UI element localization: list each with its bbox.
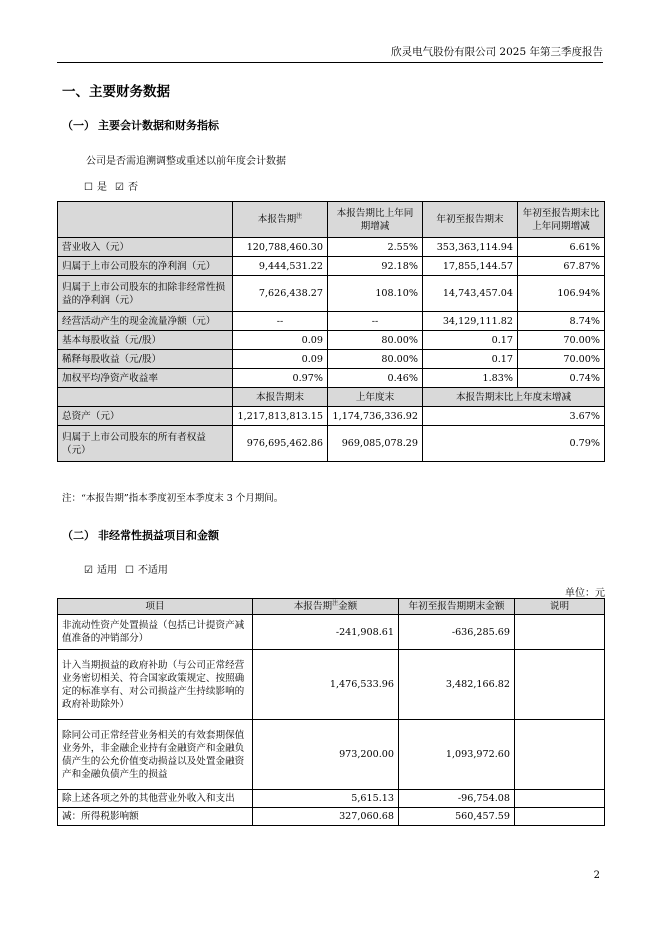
- table-cell: 353,363,114.94: [423, 238, 518, 257]
- footnote-marker: 注: [332, 599, 339, 607]
- table-cell: 8.74%: [518, 312, 605, 331]
- table-cell: 0.17: [423, 350, 518, 369]
- table-cell: [515, 790, 605, 808]
- table-cell: 9,444,531.22: [233, 257, 328, 276]
- table-cell: --: [233, 312, 328, 331]
- table-cell: -636,285.69: [399, 615, 515, 650]
- table-cell: --: [328, 312, 423, 331]
- table-cell: 108.10%: [328, 276, 423, 312]
- row-label: 归属于上市公司股东的净利润（元）: [58, 257, 233, 276]
- table-cell: 5,615.13: [253, 790, 399, 808]
- table-cell: 1.83%: [423, 369, 518, 388]
- table-row: [58, 350, 605, 369]
- table-cell: 6.61%: [518, 238, 605, 257]
- subsection-number: （二）: [62, 529, 95, 542]
- table-cell: 976,695,462.86: [233, 426, 328, 462]
- header-cell: 年初至报告期末: [423, 202, 518, 238]
- row-label: 经营活动产生的现金流量净额（元）: [58, 312, 233, 331]
- row-label: 非流动性资产处置损益（包括已计提资产减值准备的冲销部分）: [58, 615, 253, 650]
- table-row: [58, 808, 605, 826]
- row-label: 营业收入（元）: [58, 238, 233, 257]
- subsection-title-2: [62, 527, 219, 543]
- header-cell: 上年度末: [328, 388, 423, 407]
- table-cell: 70.00%: [518, 350, 605, 369]
- table-cell: 1,476,533.96: [253, 650, 399, 720]
- table-header-row: [58, 202, 605, 238]
- table-row: [58, 312, 605, 331]
- table-cell: 0.79%: [423, 426, 605, 462]
- table-cell: [515, 808, 605, 826]
- table-cell: 17,855,144.57: [423, 257, 518, 276]
- option-not-applicable-label: 不适用: [137, 565, 168, 576]
- row-label: 总资产（元）: [58, 407, 233, 426]
- table-cell: 969,085,078.29: [328, 426, 423, 462]
- table-cell: 0.17: [423, 331, 518, 350]
- table-cell: 2.55%: [328, 238, 423, 257]
- header-cell: [58, 202, 233, 238]
- row-label: 除上述各项之外的其他营业外收入和支出: [58, 790, 253, 808]
- table-cell: 327,060.68: [253, 808, 399, 826]
- table-cell: [515, 720, 605, 790]
- table-cell: 80.00%: [328, 331, 423, 350]
- table-cell: 1,217,813,813.15: [233, 407, 328, 426]
- checkbox-unchecked-icon: ☐: [124, 565, 134, 576]
- table-row: [58, 238, 605, 257]
- table-cell: 973,200.00: [253, 720, 399, 790]
- header-cell: 本报告期末: [233, 388, 328, 407]
- table-cell: 1,093,972.60: [399, 720, 515, 790]
- header-cell: 本报告期$^注$: [233, 202, 328, 238]
- applicable-options: [84, 561, 172, 576]
- header-cell: 说明: [515, 599, 605, 615]
- checkbox-unchecked-icon: ☐: [84, 182, 93, 193]
- header-cell: 本报告期比上年同期增减: [328, 202, 423, 238]
- retro-options: [84, 178, 142, 193]
- subsection-label: 非经常性损益项目和金额: [98, 529, 219, 542]
- non-recurring-items-table: [57, 598, 605, 826]
- table-row: [58, 426, 605, 462]
- table-cell: 3,482,166.82: [399, 650, 515, 720]
- row-label: 计入当期损益的政府补助（与公司正常经营业务密切相关、符合国家政策规定、按照确定的标准享有、对公司损益产生持续影响的政府补助除外）: [58, 650, 253, 720]
- table-cell: 106.94%: [518, 276, 605, 312]
- table-cell: [515, 650, 605, 720]
- table-row: [58, 407, 605, 426]
- subsection-title-1: [62, 117, 219, 133]
- footnote: 注：“本报告期”指本季度初至本季度末 3 个月期间。: [62, 493, 284, 504]
- table-row: [58, 331, 605, 350]
- option-yes-label: 是: [96, 182, 107, 193]
- header-cell: 本报告期$^注$金额: [253, 599, 399, 615]
- row-label: 稀释每股收益（元/股）: [58, 350, 233, 369]
- table-row: [58, 790, 605, 808]
- table-cell: 0.09: [233, 350, 328, 369]
- table-cell: 1,174,736,336.92: [328, 407, 423, 426]
- option-applicable-label: 适用: [96, 565, 117, 576]
- checkbox-checked-icon: ☑: [114, 182, 124, 193]
- table-cell: 560,457.59: [399, 808, 515, 826]
- table-cell: 7,626,438.27: [233, 276, 328, 312]
- table-row: [58, 720, 605, 790]
- header-cell: 项目: [58, 599, 253, 615]
- table-row: [58, 257, 605, 276]
- header-divider: [57, 62, 603, 63]
- subsection-number: （一）: [62, 119, 95, 132]
- checkbox-checked-icon: ☑: [84, 565, 93, 576]
- unit-label: 单位：元: [565, 588, 605, 599]
- row-label: 除同公司正常经营业务相关的有效套期保值业务外，非金融企业持有金融资产和金融负债产生的公允价值变动损益以及处置金融资产和金融负债产生的损益: [58, 720, 253, 790]
- header-cell: [58, 388, 233, 407]
- table-row: [58, 650, 605, 720]
- table-cell: -96,754.08: [399, 790, 515, 808]
- row-label: 归属于上市公司股东的所有者权益（元）: [58, 426, 233, 462]
- subsection-label: 主要会计数据和财务指标: [98, 119, 219, 132]
- table-row: [58, 369, 605, 388]
- table-cell: -241,908.61: [253, 615, 399, 650]
- table-cell: 120,788,460.30: [233, 238, 328, 257]
- table-cell: 0.09: [233, 331, 328, 350]
- table-header-row: [58, 388, 605, 407]
- financial-data-table: [57, 201, 605, 462]
- table-cell: 80.00%: [328, 350, 423, 369]
- page-number: 2: [593, 870, 600, 881]
- page-header: 欣灵电气股份有限公司 2025 年第三季度报告: [391, 46, 603, 58]
- table-cell: [515, 615, 605, 650]
- header-cell: 年初至报告期期末金额: [399, 599, 515, 615]
- table-cell: 34,129,111.82: [423, 312, 518, 331]
- header-cell: 本报告期末比上年度末增减: [423, 388, 605, 407]
- retro-question: 公司是否需追溯调整或重述以前年度会计数据: [86, 156, 286, 167]
- row-label: 加权平均净资产收益率: [58, 369, 233, 388]
- section-title: 一、主要财务数据: [62, 84, 170, 100]
- row-label: 减：所得税影响额: [58, 808, 253, 826]
- row-label: 基本每股收益（元/股）: [58, 331, 233, 350]
- table-header-row: [58, 599, 605, 615]
- row-label: 归属于上市公司股东的扣除非经常性损益的净利润（元）: [58, 276, 233, 312]
- table-cell: 0.74%: [518, 369, 605, 388]
- table-cell: 14,743,457.04: [423, 276, 518, 312]
- table-cell: 92.18%: [328, 257, 423, 276]
- table-cell: 0.97%: [233, 369, 328, 388]
- table-cell: 67.87%: [518, 257, 605, 276]
- table-cell: 70.00%: [518, 331, 605, 350]
- header-cell: 年初至报告期末比上年同期增减: [518, 202, 605, 238]
- option-no-label: 否: [127, 182, 138, 193]
- footnote-marker: 注: [296, 212, 303, 220]
- table-row: [58, 615, 605, 650]
- table-row: [58, 276, 605, 312]
- table-cell: 0.46%: [328, 369, 423, 388]
- table-cell: 3.67%: [423, 407, 605, 426]
